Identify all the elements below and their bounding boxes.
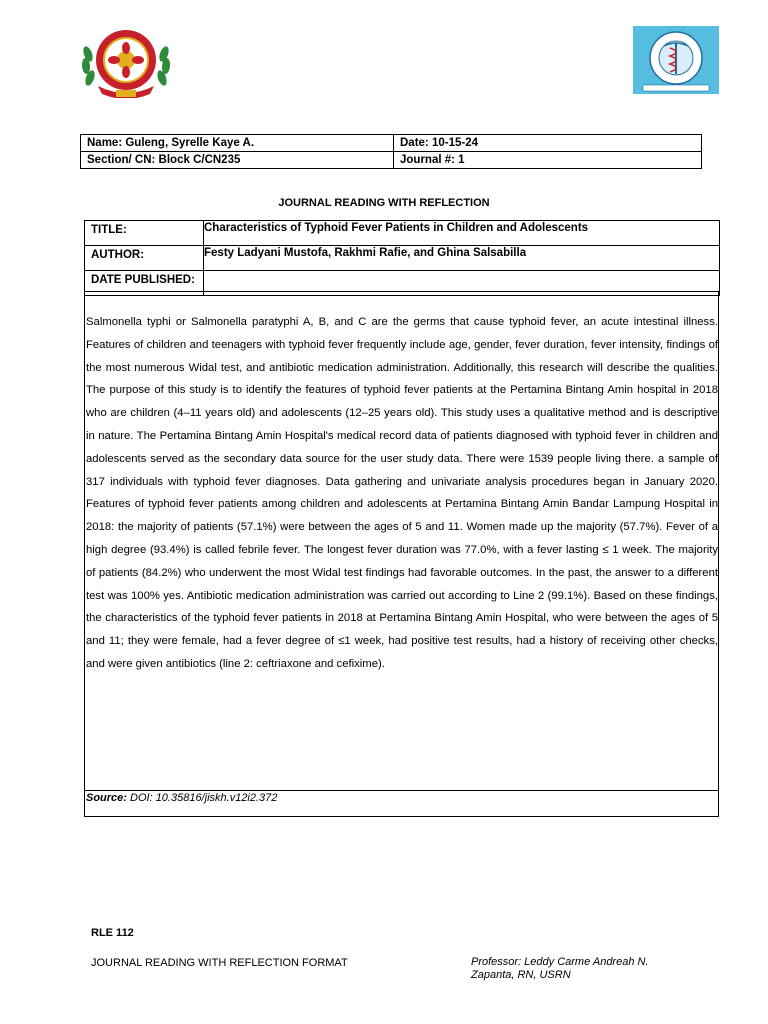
title-value: Characteristics of Typhoid Fever Patients in Children and Adolescents [204, 221, 720, 246]
course-code: RLE 112 [91, 927, 134, 939]
page-heading: JOURNAL READING WITH REFLECTION [278, 197, 490, 209]
right-university-seal-icon [633, 26, 719, 94]
source-citation [86, 792, 277, 804]
source-doi: DOI: 10.35816/jiskh.v12i2.372 [126, 792, 278, 804]
format-label: JOURNAL READING WITH REFLECTION FORMAT [91, 957, 348, 969]
left-university-seal-icon [78, 26, 174, 98]
title-label: TITLE: [85, 221, 204, 246]
journal-number: Journal #: 1 [394, 152, 702, 169]
abstract-text: Salmonella typhi or Salmonella paratyphi A, B, and C are the germs that cause typhoid fever, an acute intestinal illness. Features of children and teenagers with typhoid fever frequently include age, gender, fever duration, fever intensity, findings of the most numerous Widal test, and antibiotic medication administration. Additionally, this research will describe the qualities. The purpose of this study is to identify the features of typhoid fever patients at the Pertamina Bintang Amin hospital in 2018 who are children (4–11 years old) and adolescents (12–25 years old). This study uses a qualitative method and is descriptive in nature. The Pertamina Bintang Amin Hospital's medical record data of patients diagnosed with typhoid fever in children and adolescents served as the secondary data source for the user study data. There were 1539 people living there. a sample of 317 individuals with typhoid fever diagnoses. Data gathering and univariate analysis procedures began in January 2020. Features of typhoid fever patients among children and adolescents at Pertamina Bintang Amin Bandar Lampung Hospital in 2018: the majority of patients (57.1%) were between the ages of 5 and 11. Women made up the majority (57.7%). Fever of a high degree (93.4%) is called febrile fever. The longest fever duration was 77.0%, with a fever lasting ≤ 1 week. The majority of patients (84.2%) who underwent the most Widal test findings had favorable outcomes. In the past, the answer to a different test was 100% yes. Antibiotic medication administration was carried out according to Line 2 (99.1%). Based on these findings, the characteristics of the typhoid fever patients in 2018 at Pertamina Bintang Amin Hospital, who were between the ages of 5 and 11; they were female, had a fever degree of ≤1 week, had positive test results, had a history of receiving other checks, and were given antibiotics (line 2: ceftriaxone and cefixime). [86, 316, 718, 670]
professor-name: Professor: Leddy Carme Andreah N. Zapanta, RN, USRN [471, 956, 649, 981]
author-value: Festy Ladyani Mustofa, Rakhmi Rafie, and Ghina Salsabilla [204, 246, 720, 271]
student-name: Name: Guleng, Syrelle Kaye A. [81, 135, 394, 152]
section-cn: Section/ CN: Block C/CN235 [81, 152, 394, 169]
submission-date: Date: 10-15-24 [394, 135, 702, 152]
student-info-table [80, 134, 702, 169]
author-label: AUTHOR: [85, 246, 204, 271]
article-meta-table [84, 220, 720, 296]
date-published-label: DATE PUBLISHED: [85, 271, 204, 296]
source-label: Source: [86, 792, 127, 804]
